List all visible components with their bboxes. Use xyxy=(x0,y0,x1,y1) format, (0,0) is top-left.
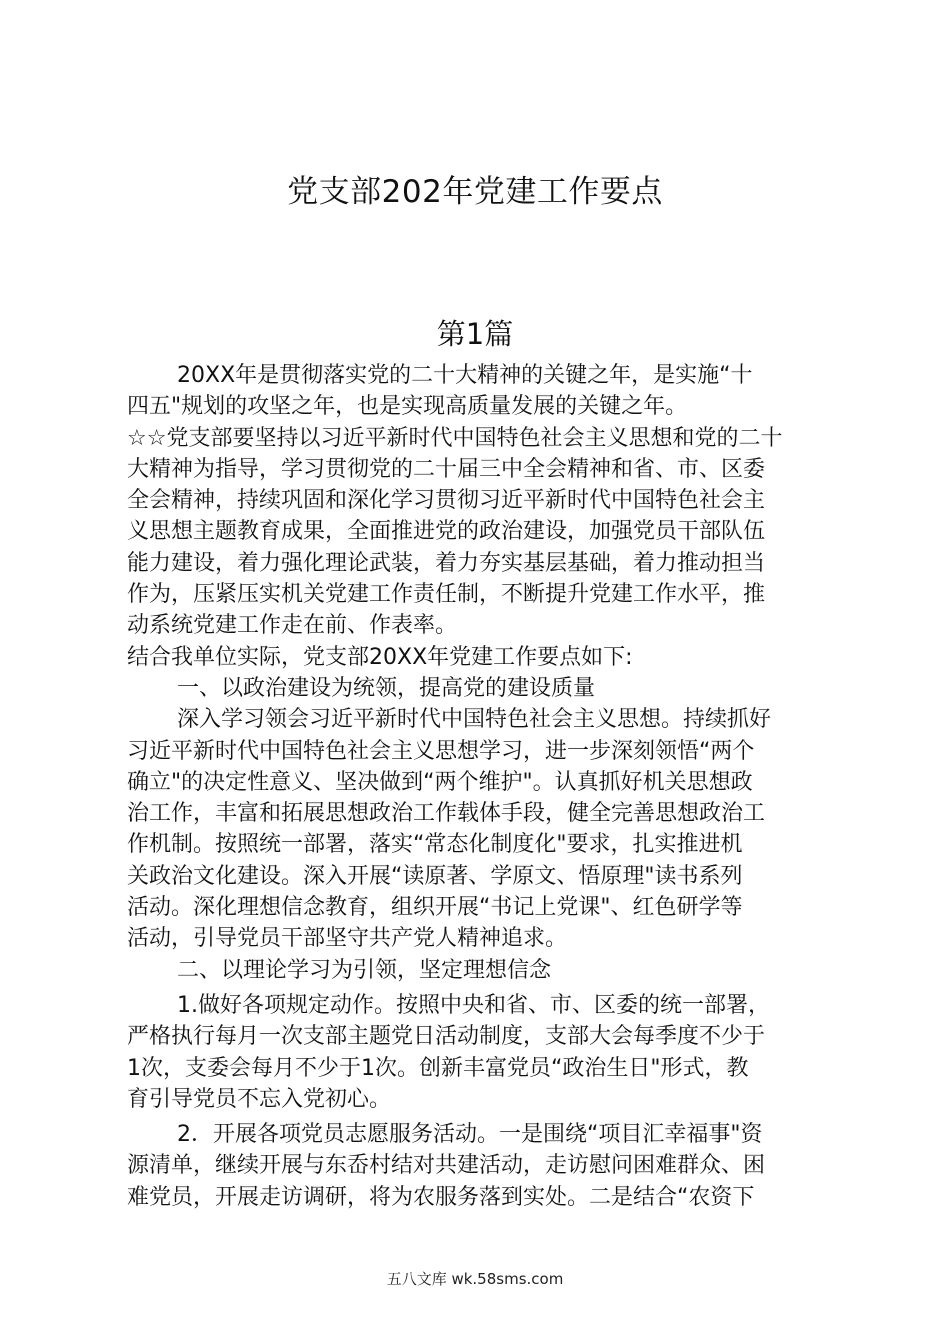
body-line: 深入学习领会习近平新时代中国特色社会主义思想。持续抓好 xyxy=(177,707,772,733)
body-line: 大精神为指导，学习贯彻党的二十届三中全会精神和省、市、区委 xyxy=(127,456,766,482)
body-line: 1.做好各项规定动作。按照中央和省、市、区委的统一部署， xyxy=(177,992,770,1018)
body-line: 结合我单位实际，党支部20XX年党建工作要点如下: xyxy=(127,644,633,670)
body-line: 全会精神，持续巩固和深化学习贯彻习近平新时代中国特色社会主 xyxy=(127,488,766,514)
footer-watermark: 五八文库 wk.58sms.com xyxy=(386,1270,564,1288)
body-line: 四五"规划的攻坚之年，也是实现高质量发展的关键之年。 xyxy=(127,394,688,420)
body-line: 活动。深化理想信念教育，组织开展“书记上党课"、红色研学等 xyxy=(127,895,743,921)
body-line: 动系统党建工作走在前、作表率。 xyxy=(127,613,458,639)
body-line: 治工作，丰富和拓展思想政治工作载体手段，健全完善思想政治工 xyxy=(127,801,766,827)
body-line: 关政治文化建设。深入开展“读原著、学原文、悟原理"读书系列 xyxy=(127,863,743,889)
document-title: 党支部202年党建工作要点 xyxy=(287,174,663,210)
body-line: 能力建设，着力强化理论武装，着力夯实基层基础，着力推动担当 xyxy=(127,550,766,576)
body-line: 作机制。按照统一部署，落实“常态化制度化"要求，扎实推进机 xyxy=(127,832,743,858)
body-line: 作为，压紧压实机关党建工作责任制，不断提升党建工作水平，推 xyxy=(127,582,766,608)
heading-line: 一、以政治建设为统领，提高党的建设质量 xyxy=(177,675,596,701)
body-line: 习近平新时代中国特色社会主义思想学习，进一步深刻领悟“两个 xyxy=(127,738,755,764)
body-line: 1次，支委会每月不少于1次。创新丰富党员“政治生日"形式，教 xyxy=(127,1055,749,1081)
heading-line: 二、以理论学习为引领，坚定理想信念 xyxy=(177,957,552,983)
body-line: 确立"的决定性意义、坚决做到“两个维护"。认真抓好机关思想政 xyxy=(127,769,753,795)
section-heading: 第1篇 xyxy=(436,317,514,351)
body-line: ☆☆党支部要坚持以习近平新时代中国特色社会主义思想和党的二十 xyxy=(127,425,783,451)
body-line: 20XX年是贯彻落实党的二十大精神的关键之年，是实施“十 xyxy=(177,363,753,388)
document-body xyxy=(127,360,833,1213)
body-line: 育引导党员不忘入党初心。 xyxy=(127,1086,392,1112)
body-line: 严格执行每月一次支部主题党日活动制度，支部大会每季度不少于 xyxy=(127,1024,766,1050)
body-line: 源清单，继续开展与东岙村结对共建活动，走访慰问困难群众、困 xyxy=(127,1153,766,1179)
body-line: 2．开展各项党员志愿服务活动。一是围绕“项目汇幸福事"资 xyxy=(177,1122,763,1148)
body-line: 义思想主题教育成果，全面推进党的政治建设，加强党员干部队伍 xyxy=(127,519,766,545)
body-line: 活动，引导党员干部坚守共产党人精神追求。 xyxy=(127,926,568,952)
body-line: 难党员，开展走访调研，将为农服务落到实处。二是结合“农资下 xyxy=(127,1184,755,1210)
